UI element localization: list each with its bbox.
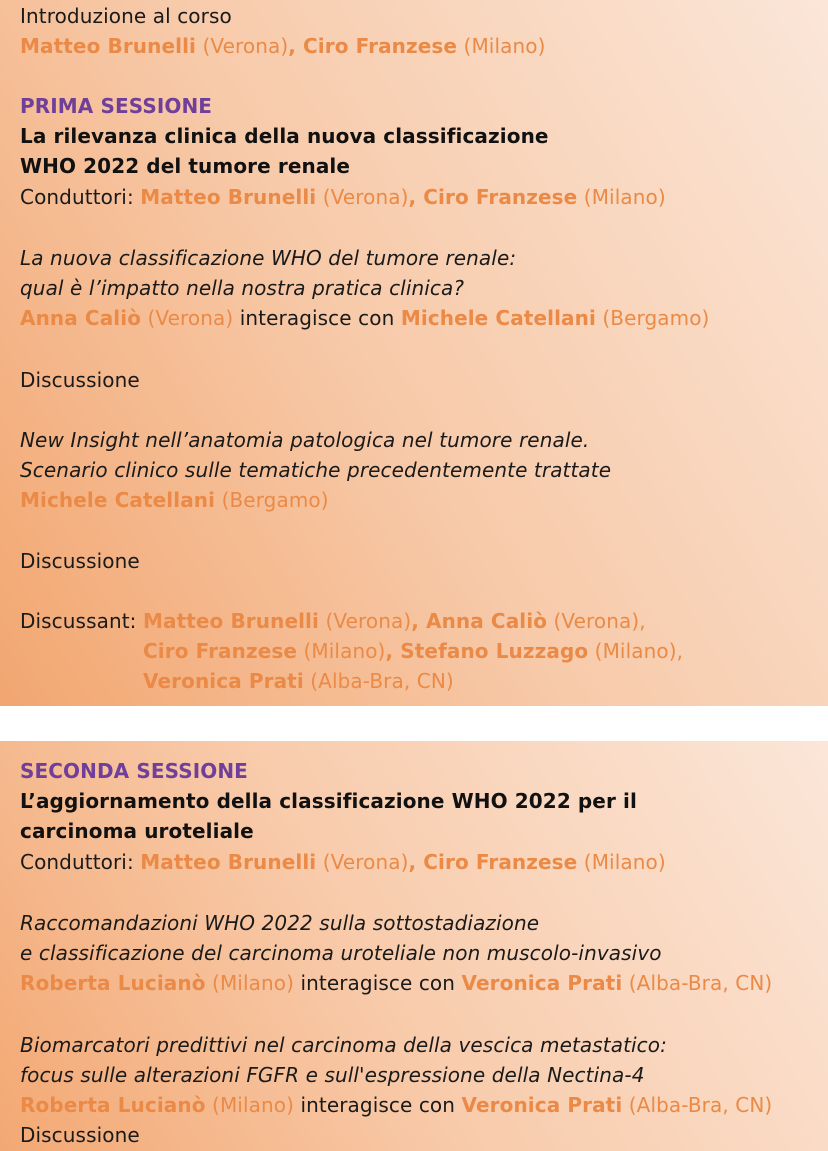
session-title-line-1: La rilevanza clinica della nuova classificazione [20,124,549,148]
separator: , [288,34,304,58]
speaker-city: (Bergamo) [215,488,329,512]
talk-title-line-2: e classificazione del carcinoma uroteliale non muscolo-invasivo [20,941,662,965]
session-heading: SECONDA SESSIONE [20,759,248,783]
talk-speakers [20,969,772,997]
interaction-text: interagisce con [233,306,401,330]
session-heading: PRIMA SESSIONE [20,94,213,118]
speaker-name: Michele Catellani [20,488,216,512]
speaker-name: Michele Catellani [400,306,596,330]
talk-title-line-2: focus sulle alterazioni FGFR e sull'espressione della Nectina-4 [20,1063,645,1087]
speaker-city: (Milano) [457,34,546,58]
speaker-name: Matteo Brunelli [20,34,197,58]
discussants-line-2 [143,637,683,665]
speaker-name: Roberta Lucianò [20,971,206,995]
discussants-label: Discussant: [20,609,143,633]
speaker-city: (Milano) [577,185,666,209]
discussants-line-3 [143,667,454,695]
speaker-name: Roberta Lucianò [20,1093,206,1117]
speaker-city: (Alba-Bra, CN) [303,669,454,693]
speaker-city: (Verona) [318,609,412,633]
chairs-label: Conduttori: [20,185,141,209]
intro-label [20,2,232,30]
speaker-city: (Verona) [316,185,409,209]
speaker-city: (Bergamo) [595,306,710,330]
separator: , [411,609,426,633]
speaker-name: Matteo Brunelli [142,609,319,633]
interaction-text: interagisce con [293,1093,462,1117]
speaker-name: Ciro Franzese [303,34,458,58]
separator: , [408,185,424,209]
speaker-city: (Milano) [577,850,666,874]
separator: , [408,850,424,874]
talk-title-line-1: Raccomandazioni WHO 2022 sulla sottostadiazione [20,911,540,935]
speaker-name: Matteo Brunelli [140,850,317,874]
session-chairs [20,848,666,876]
speaker-city: (Verona) [316,850,409,874]
speaker-city: (Milano), [588,639,684,663]
session-chairs [20,183,666,211]
speaker-city: (Milano) [205,1093,294,1117]
discussion-label: Discussione [20,368,140,392]
discussion-label: Discussione [20,1123,140,1147]
speaker-city: (Milano) [205,971,294,995]
speaker-name: Anna Caliò [426,609,548,633]
interaction-text: interagisce con [293,971,462,995]
intro-label-text: Introduzione al corso [20,4,232,28]
talk-title-line-2: qual è l’impatto nella nostra pratica clinica? [20,276,465,300]
talk-title-line-1: New Insight nell’anatomia patologica nel tumore renale. [20,428,590,452]
chairs-label: Conduttori: [20,850,141,874]
session-title-line-2: WHO 2022 del tumore renale [20,154,351,178]
speaker-city: (Verona) [196,34,289,58]
speaker-city: (Verona), [547,609,646,633]
speaker-name: Ciro Franzese [423,850,578,874]
speaker-name: Anna Caliò [20,306,142,330]
intro-speakers [20,32,546,60]
speaker-name: Ciro Franzese [423,185,578,209]
speaker-city: (Alba-Bra, CN) [622,971,773,995]
speaker-name: Stefano Luzzago [400,639,589,663]
talk-title-line-1: La nuova classificazione WHO del tumore renale: [20,246,517,270]
speaker-city: (Alba-Bra, CN) [622,1093,773,1117]
session-title-line-2: carcinoma uroteliale [20,819,254,843]
talk-speakers [20,486,329,514]
talk-title-line-1: Biomarcatori predittivi nel carcinoma della vescica metastatico: [20,1033,667,1057]
speaker-name: Veronica Prati [143,669,304,693]
talk-title-line-2: Scenario clinico sulle tematiche precedentemente trattate [20,458,612,482]
second-session-panel [0,741,828,1151]
discussants-line-1 [20,607,646,635]
speaker-name: Ciro Franzese [143,639,298,663]
speaker-name: Matteo Brunelli [140,185,317,209]
session-title-line-1: L’aggiornamento della classificazione WHO 2022 per il [20,789,637,813]
speaker-name: Veronica Prati [461,971,623,995]
discussion-label: Discussione [20,549,140,573]
talk-speakers [20,1091,772,1119]
talk-speakers [20,304,709,332]
separator: , [385,639,401,663]
speaker-city: (Verona) [141,306,234,330]
speaker-city: (Milano) [297,639,386,663]
speaker-name: Veronica Prati [461,1093,623,1117]
